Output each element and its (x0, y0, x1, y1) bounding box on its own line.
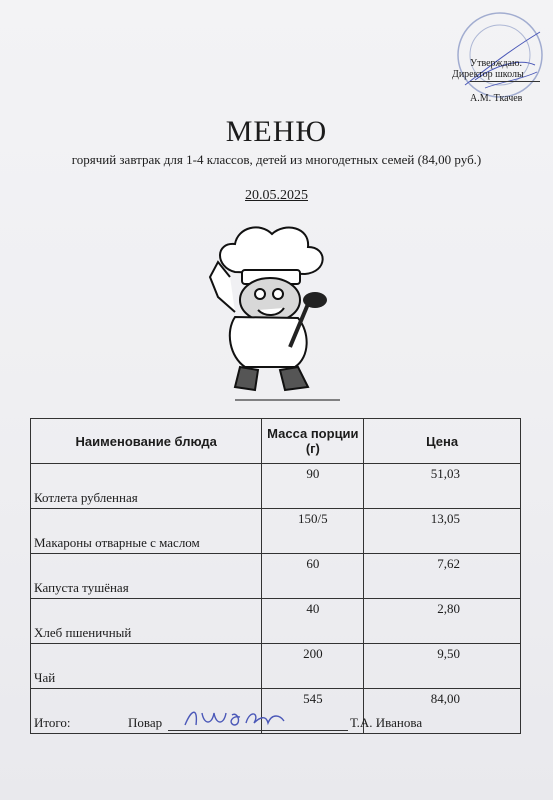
cook-label: Повар (128, 715, 163, 730)
dish-name: Капуста тушёная (34, 580, 129, 595)
total-label: Итого: (34, 715, 71, 730)
total-price: 84,00 (430, 691, 460, 706)
dish-name: Котлета рубленная (34, 490, 138, 505)
dish-mass: 150/5 (298, 511, 328, 526)
table-row (31, 599, 521, 644)
column-header-mass: Масса порции (г) (262, 419, 364, 464)
dish-mass: 90 (306, 466, 320, 481)
cook-handwritten-signature (180, 703, 290, 731)
table-row (31, 464, 521, 509)
table-header-row (31, 419, 521, 464)
table-row (31, 644, 521, 689)
dish-price: 7,62 (437, 556, 460, 571)
table-row (31, 509, 521, 554)
dish-price: 9,50 (437, 646, 460, 661)
dish-name: Макароны отварные с маслом (34, 535, 200, 550)
approval-line-2: Директор школы (452, 69, 524, 80)
dish-mass: 60 (306, 556, 320, 571)
dish-price: 51,03 (430, 466, 460, 481)
dish-mass: 200 (303, 646, 323, 661)
dish-price: 2,80 (437, 601, 460, 616)
dish-mass: 40 (306, 601, 320, 616)
approval-line-1: Утверждаю. (470, 58, 522, 69)
dish-name: Чай (34, 670, 56, 685)
cook-signature-line (168, 730, 348, 731)
column-header-name: Наименование блюда (31, 419, 262, 464)
chef-illustration (200, 222, 350, 402)
column-header-price: Цена (364, 419, 521, 464)
cook-name: Т.А. Иванова (350, 715, 423, 730)
approval-signature-line (470, 81, 540, 82)
total-mass: 545 (303, 691, 323, 706)
menu-table (30, 418, 521, 734)
table-row (31, 554, 521, 599)
dish-price: 13,05 (430, 511, 460, 526)
menu-date: 20.05.2025 (245, 188, 308, 203)
page-title: МЕНЮ (225, 115, 328, 148)
page-subtitle: горячий завтрак для 1-4 классов, детей из многодетных семей (84,00 руб.) (71, 152, 482, 167)
approval-line-3: А.М. Ткачев (470, 93, 523, 104)
dish-name: Хлеб пшеничный (34, 625, 132, 640)
